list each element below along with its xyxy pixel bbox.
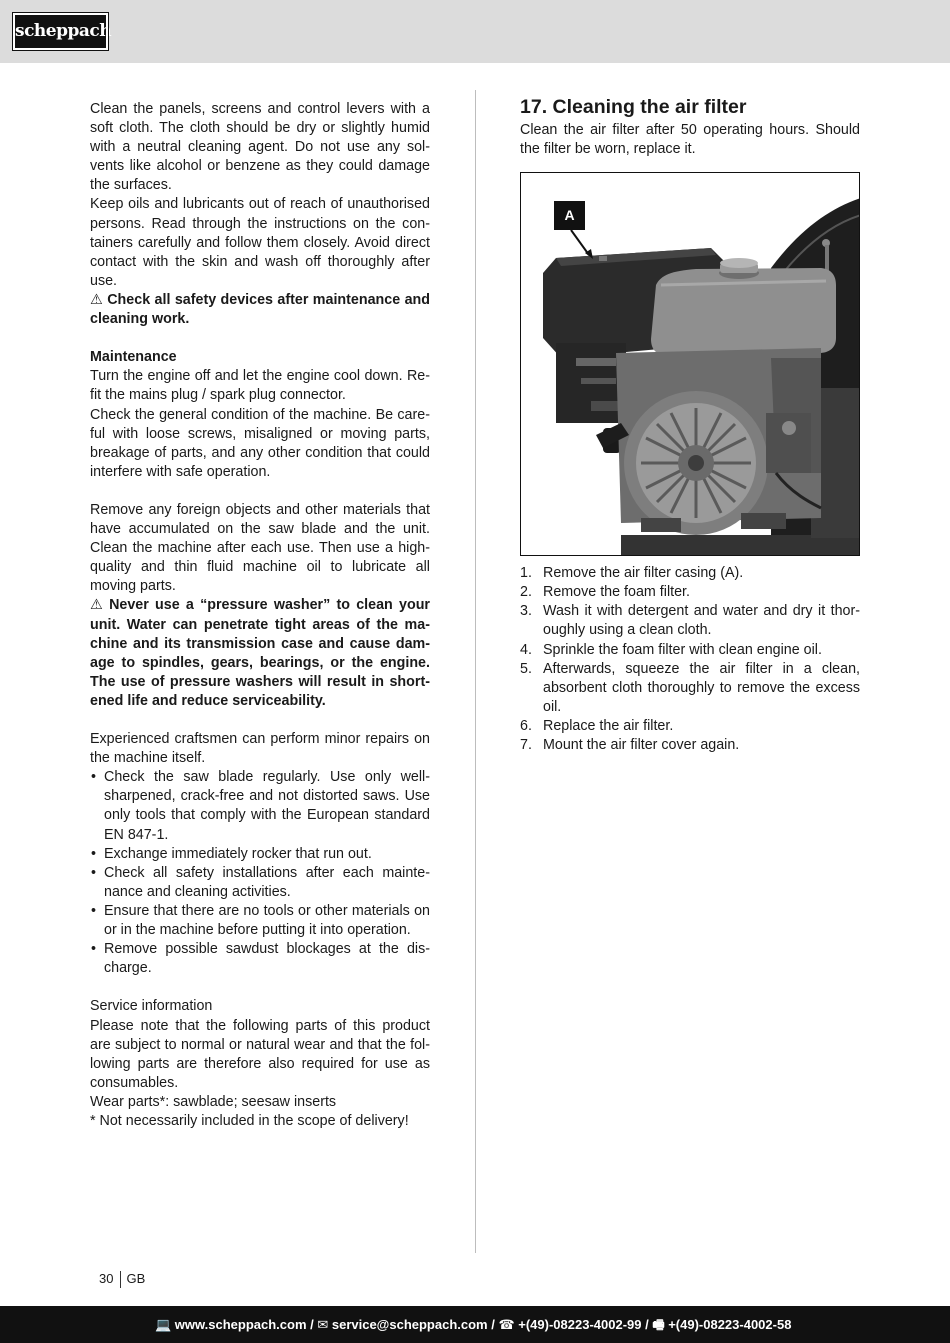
step-number: 7. (520, 737, 532, 754)
step-text: Wash it with detergent and water and dry it thoroughly using a clean cloth. (543, 603, 860, 639)
cleaning-paragraph-2: Keep oils and lubricants out of reach of unauthorised persons. Read through the instructions on the containers carefully and follow them closely. Avoid direct contact with the skin and wash off thoroughly after use. (90, 196, 430, 289)
step-item (520, 736, 860, 755)
repair-bullet: • Exchange immediately rocker that run out. (90, 845, 430, 864)
engine-illustration (521, 173, 860, 556)
spacer (90, 711, 430, 730)
maintenance-paragraph-3: Remove any foreign objects and other materials that have accumulated on the saw blade and the unit. Clean the machine after each use. Then use a high-quality and thin fluid machine oil to lubricate all moving parts. (90, 501, 430, 595)
step-text: Remove the foam filter. (543, 584, 691, 601)
spacer (90, 482, 430, 501)
maintenance-heading: Maintenance (90, 349, 177, 366)
step-item (520, 660, 860, 717)
engine-figure (520, 172, 860, 556)
step-number: 2. (520, 584, 532, 601)
contact-info: 💻 www.scheppach.com / ✉ service@scheppach.com / ☎ +(49)-08223-4002-99 / 🖷 +(49)-08223-4002-58 (155, 1317, 792, 1332)
column-divider (475, 90, 476, 1253)
safety-warning-1 (90, 291, 430, 329)
right-column (520, 95, 860, 755)
spacer (90, 978, 430, 997)
step-number: 3. (520, 603, 532, 620)
step-number: 5. (520, 660, 532, 677)
service-paragraph-2: Wear parts*: sawblade; seesaw inserts (90, 1093, 337, 1110)
page-footer (99, 1271, 145, 1288)
language-code: GB (126, 1271, 146, 1286)
section-title: 17. Cleaning the air filter (520, 96, 747, 118)
step-item (520, 564, 860, 583)
repair-bullet-list (90, 768, 430, 978)
safety-warning-1-text: Check all safety devices after maintenance and cleaning work. (90, 291, 430, 328)
scheppach-logo: scheppach (13, 13, 108, 50)
warning-triangle-icon: ⚠ (90, 597, 103, 614)
step-text: Afterwards, squeeze the air filter in a clean, absorbent cloth thoroughly to remove the excess oil. (543, 660, 860, 715)
service-paragraph-1: Please note that the following parts of this product are subject to normal or natural wear and that the following parts are therefore also required for use as consumables. (90, 1017, 430, 1091)
step-item (520, 641, 860, 660)
page-number: 30 (99, 1271, 114, 1286)
footer-separator (120, 1271, 121, 1288)
pressure-washer-warning (90, 596, 430, 711)
step-number: 6. (520, 717, 532, 734)
cleaning-paragraph-1: Clean the panels, screens and control levers with a soft cloth. The cloth should be dry or slightly humid with a neutral cleaning agent. Do not use any solvents like alcohol or benzene as they could damage the surfaces. (90, 101, 430, 194)
maintenance-paragraph-1: Turn the engine off and let the engine cool down. Refit the mains plug / spark plug connector. (90, 368, 430, 404)
figure-label-a: A (554, 201, 585, 230)
step-text: Remove the air filter casing (A). (543, 565, 744, 582)
service-paragraph-3: * Not necessarily included in the scope of delivery! (90, 1112, 409, 1129)
spacer (90, 329, 430, 348)
contact-footer-band (0, 1306, 950, 1343)
cleaning-steps-list (520, 564, 860, 755)
step-number: 4. (520, 641, 532, 658)
section-intro: Clean the air filter after 50 operating hours. Should the filter be worn, replace it. (520, 122, 860, 158)
maintenance-paragraph-2: Check the general condition of the machine. Be careful with loose screws, misaligned or moving parts, breakage of parts, and any other condition that could interfere with safe operation. (90, 406, 430, 480)
repairs-intro: Experienced craftsmen can perform minor repairs on the machine itself. (90, 731, 430, 767)
step-number: 1. (520, 565, 532, 582)
step-item (520, 717, 860, 736)
service-heading: Service information (90, 998, 213, 1015)
repair-bullet: • Check all safety installations after each maintenance and cleaning activities. (90, 864, 430, 902)
header-band (0, 0, 950, 63)
repair-bullet: • Ensure that there are no tools or other materials on or in the machine before putting it into operation. (90, 902, 430, 940)
step-text: Replace the air filter. (543, 717, 674, 734)
repair-bullet: • Check the saw blade regularly. Use only well-sharpened, crack-free and not distorted saws. Use only tools that comply with the European standard EN 847-1. (90, 768, 430, 844)
step-item (520, 583, 860, 602)
step-item (520, 602, 860, 640)
step-text: Sprinkle the foam filter with clean engine oil. (543, 641, 822, 658)
left-column (90, 100, 430, 1131)
step-text: Mount the air filter cover again. (543, 737, 740, 754)
pressure-washer-warning-text: Never use a “pressure washer” to clean your unit. Water can penetrate tight areas of the machine and its transmission case and cause damage to spindles, gears, bearings, or the engine. The use of pressure washers will result in shortened life and reduce serviceability. (90, 597, 430, 709)
warning-triangle-icon: ⚠ (90, 291, 103, 308)
repair-bullet: • Remove possible sawdust blockages at the discharge. (90, 940, 430, 978)
